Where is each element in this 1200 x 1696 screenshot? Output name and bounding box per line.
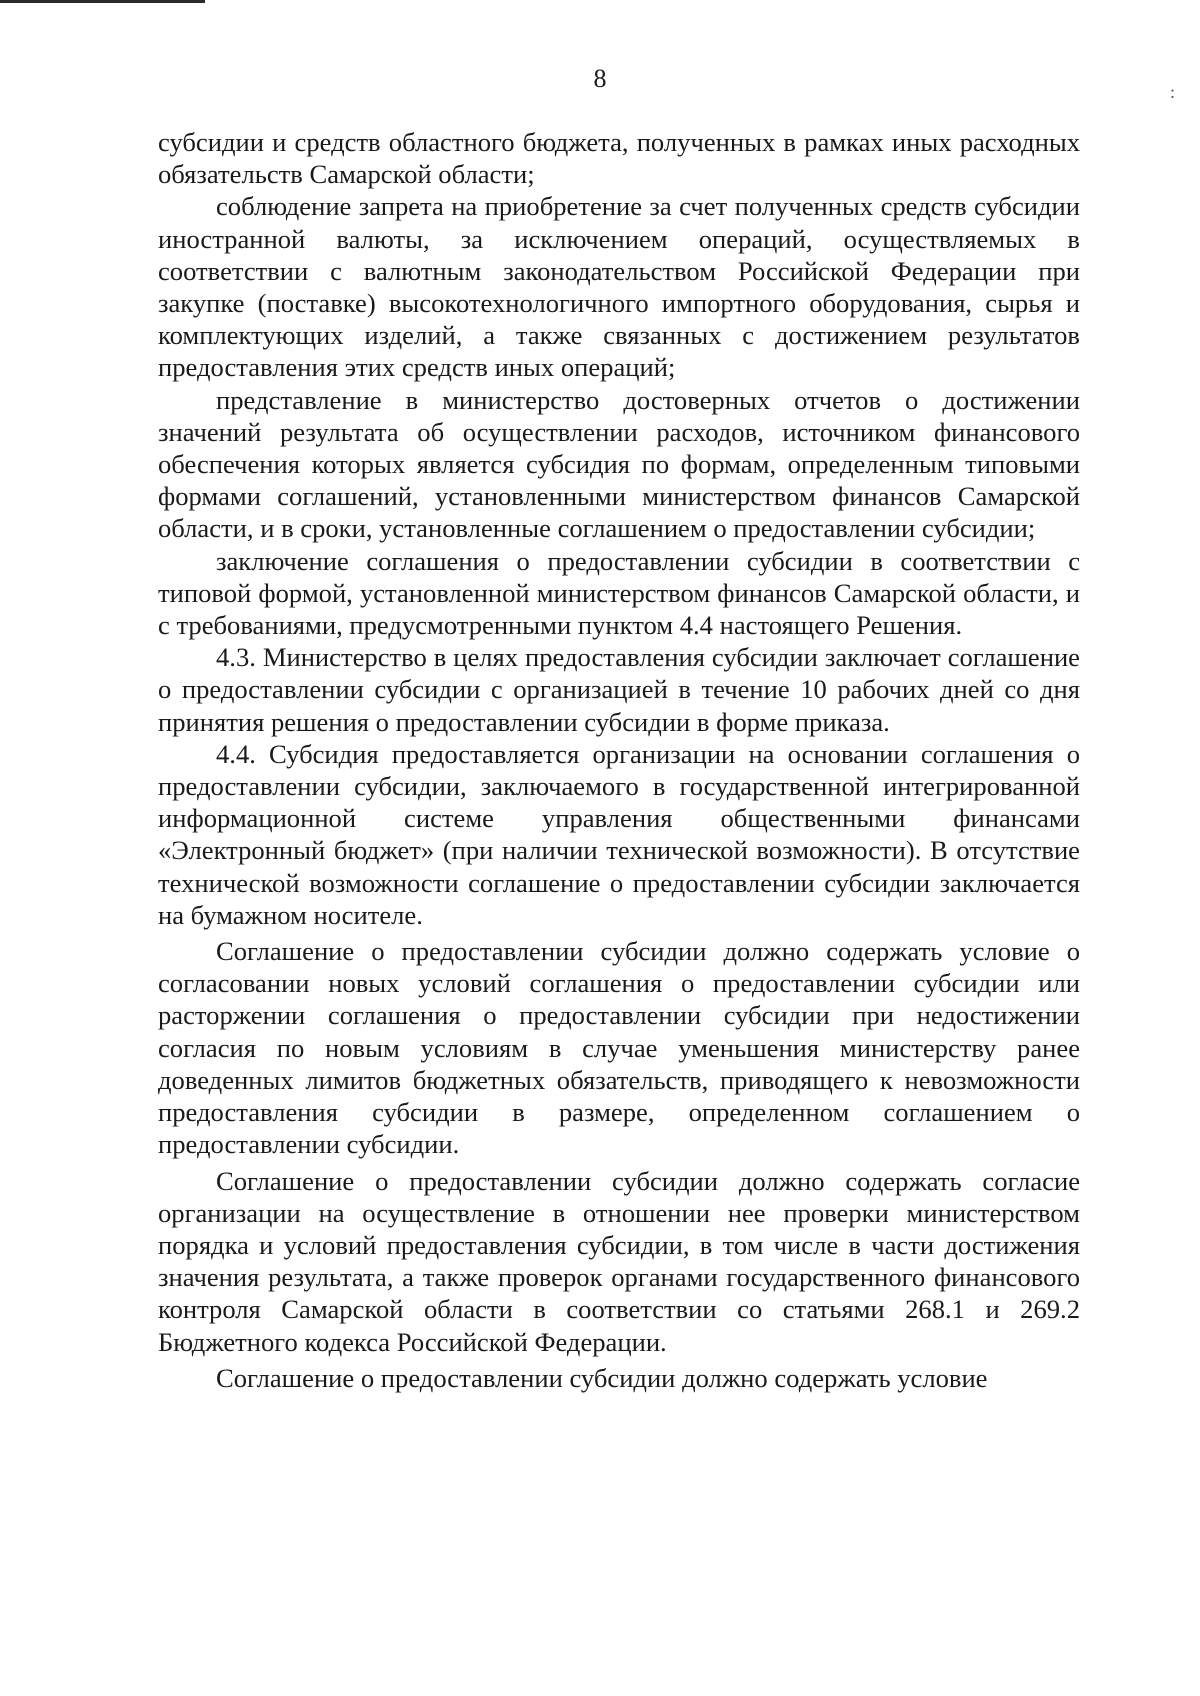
- top-edge-rule: [0, 0, 205, 3]
- paragraph-agreement-consent: Соглашение о предоставлении субсидии должно содержать согласие организации на осуществление в отношении нее проверки министерством порядка и условий предоставления субсидии, в том числе в части достижения значения результата, а также проверок органами государственного финансового контроля Самарской области в соответствии со статьями 268.1 и 269.2 Бюджетного кодекса Российской Федерации.: [158, 1165, 1080, 1357]
- margin-mark: :: [1170, 82, 1176, 102]
- paragraph-currency-ban: соблюдение запрета на приобретение за счет полученных средств субсидии иностранной валюты, за исключением операций, осуществляемых в соответствии с валютным законодательством Российской Федерации при закупке (поставке) высокотехнологичного импортного оборудования, сырья и комплектующих изделий, а также связанных с достижением результатов предоставления этих средств иных операций;: [158, 191, 1080, 383]
- page-number: 8: [593, 64, 607, 93]
- paragraph-agreement-terms: Соглашение о предоставлении субсидии должно содержать условие о согласовании новых условий соглашения о предоставлении субсидии или расторжении соглашения о предоставлении субсидии при недостижении согласия по новым условиям в случае уменьшения министерству ранее доведенных лимитов бюджетных обязательств, приводящего к невозможности предоставления субсидии в размере, определенном соглашением о предоставлении субсидии.: [158, 936, 1080, 1160]
- paragraph-agreement-condition: Соглашение о предоставлении субсидии должно содержать условие: [216, 1362, 988, 1393]
- paragraph-reports: представление в министерство достоверных отчетов о достижении значений результата об осуществлении расходов, источником финансового обеспечения которых является субсидия по формам, определенным типовыми формами соглашений, установленными министерством финансов Самарской области, и в сроки, установленные соглашением о предоставлении субсидии;: [158, 384, 1080, 544]
- paragraph-agreement-conclusion: заключение соглашения о предоставлении субсидии в соответствии с типовой формой, установленной министерством финансов Самарской области, и с требованиями, предусмотренными пунктом 4.4 настоящего Решения.: [158, 545, 1080, 641]
- paragraph-clause-4-3: 4.3. Министерство в целях предоставления субсидии заключает соглашение о предоставлении субсидии с организацией в течение 10 рабочих дней со дня принятия решения о предоставлении субсидии в форме приказа.: [158, 642, 1080, 737]
- document-body: [158, 126, 1080, 1394]
- paragraph-continuation: субсидии и средств областного бюджета, полученных в рамках иных расходных обязательств Самарской области;: [158, 127, 1080, 190]
- paragraph-clause-4-4: 4.4. Субсидия предоставляется организации на основании соглашения о предоставлении субсидии, заключаемого в государственной интегрированной информационной системе управления общественными финансами «Электронный бюджет» (при наличии технической возможности). В отсутствие технической возможности соглашение о предоставлении субсидии заключается на бумажном носителе.: [158, 738, 1080, 930]
